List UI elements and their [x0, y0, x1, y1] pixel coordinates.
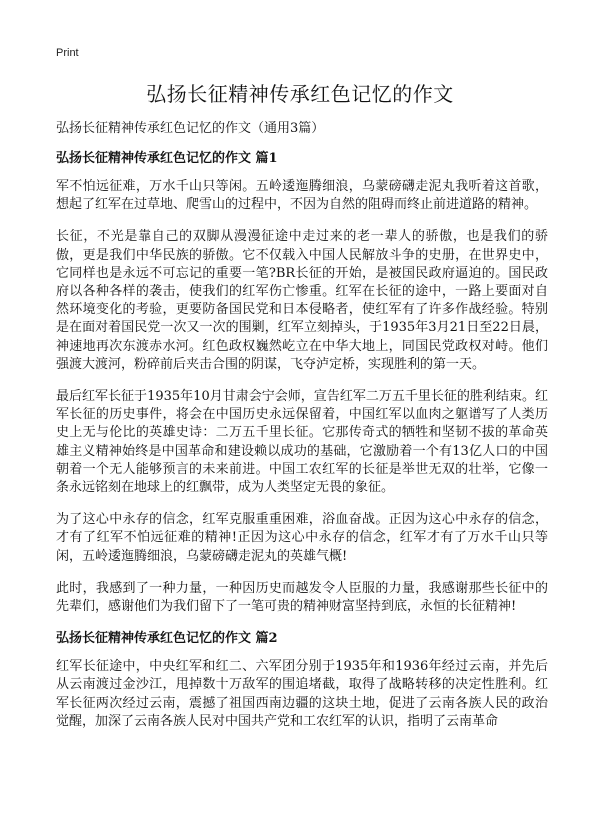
paragraph: 红军长征途中，中央红军和红二、六军团分别于1935年和1936年经过云南，并先后从云南渡过金沙江，甩掉数十万敌军的围追堵截，取得了战略转移的决定性胜利。红军长征两次经过云南，震撼了祖国西南边疆的这块土地，促进了云南各族人民的政治觉醒，加深了云南各族人民对中国共产党和工农红军的认识，指明了云南革命 [56, 659, 548, 729]
document-subtitle: 弘扬长征精神传承红色记忆的作文（通用3篇） [56, 121, 325, 136]
section-heading: 弘扬长征精神传承红色记忆的作文 篇1 [56, 151, 278, 166]
paragraph: 军不怕远征难，万水千山只等闲。五岭逶迤腾细浪，乌蒙磅礴走泥丸我听着这首歌，想起了红军在过草地、爬雪山的过程中，不因为自然的阻碍而终止前进道路的精神。 [56, 179, 548, 213]
paragraph: 最后红军长征于1935年10月甘肃会宁会师，宣告红军二万五千里长征的胜利结束。红军长征的历史事件，将会在中国历史永远保留着，中国红军以血肉之躯谱写了人类历史上无与伦比的英雄史诗：二万五千里长征。它那传奇式的牺牲和坚韧不拔的革命英雄主义精神始终是中国革命和建设赖以成功的基础，它激励着一个有13亿人口的中国朝着一个无人能够预言的未来前进。中国工农红军的长征是举世无双的壮举，它像一条永远铭刻在地球上的红飘带，成为人类坚定无畏的象征。 [56, 389, 548, 496]
section-2 [56, 630, 548, 731]
paragraph: 此时，我感到了一种力量，一种因历史而越发令人臣服的力量，我感谢那些长征中的先辈们，感谢他们为我们留下了一笔可贵的精神财富坚持到底，永恒的长征精神! [56, 580, 548, 615]
section-heading: 弘扬长征精神传承红色记忆的作文 篇2 [56, 631, 278, 647]
section-1 [56, 150, 548, 616]
print-link[interactable]: Print [56, 47, 79, 59]
paragraph: 为了这心中永存的信念，红军克服重重困难，浴血奋战。正因为这心中永存的信念，才有了红军不怕远征难的精神!正因为这心中永存的信念，红军才有了万水千山只等闲，五岭逶迤腾细浪，乌蒙磅礴走泥丸的英雄气概! [56, 512, 548, 564]
paragraph: 长征，不光是靠自己的双脚从漫漫征途中走过来的老一辈人的骄傲，也是我们的骄傲，更是我们中华民族的骄傲。它不仅载入中国人民解放斗争的史册，在世界史中，它同样也是永远不可忘记的重要一笔?BR长征的开始，是被国民政府逼迫的。国民政府以各种各样的袭击，使我们的红军伤亡惨重。红军在长征的途中，一路上要面对自然环境变化的考验，更要防备国民党和日本侵略者，使红军有了许多作战经验。特别是在面对着国民党一次又一次的围剿，红军立刻掉头，于1935年3月21日至22日晨，神速地再次东渡赤水河。红色政权巍然屹立在中华大地上，同国民党政权对峙。他们强渡大渡河，粉碎前后夹击合围的阴谋，飞夺泸定桥，实现胜利的第一天。 [56, 229, 548, 372]
document-body [56, 120, 548, 745]
page-title: 弘扬长征精神传承红色记忆的作文 [146, 82, 454, 106]
